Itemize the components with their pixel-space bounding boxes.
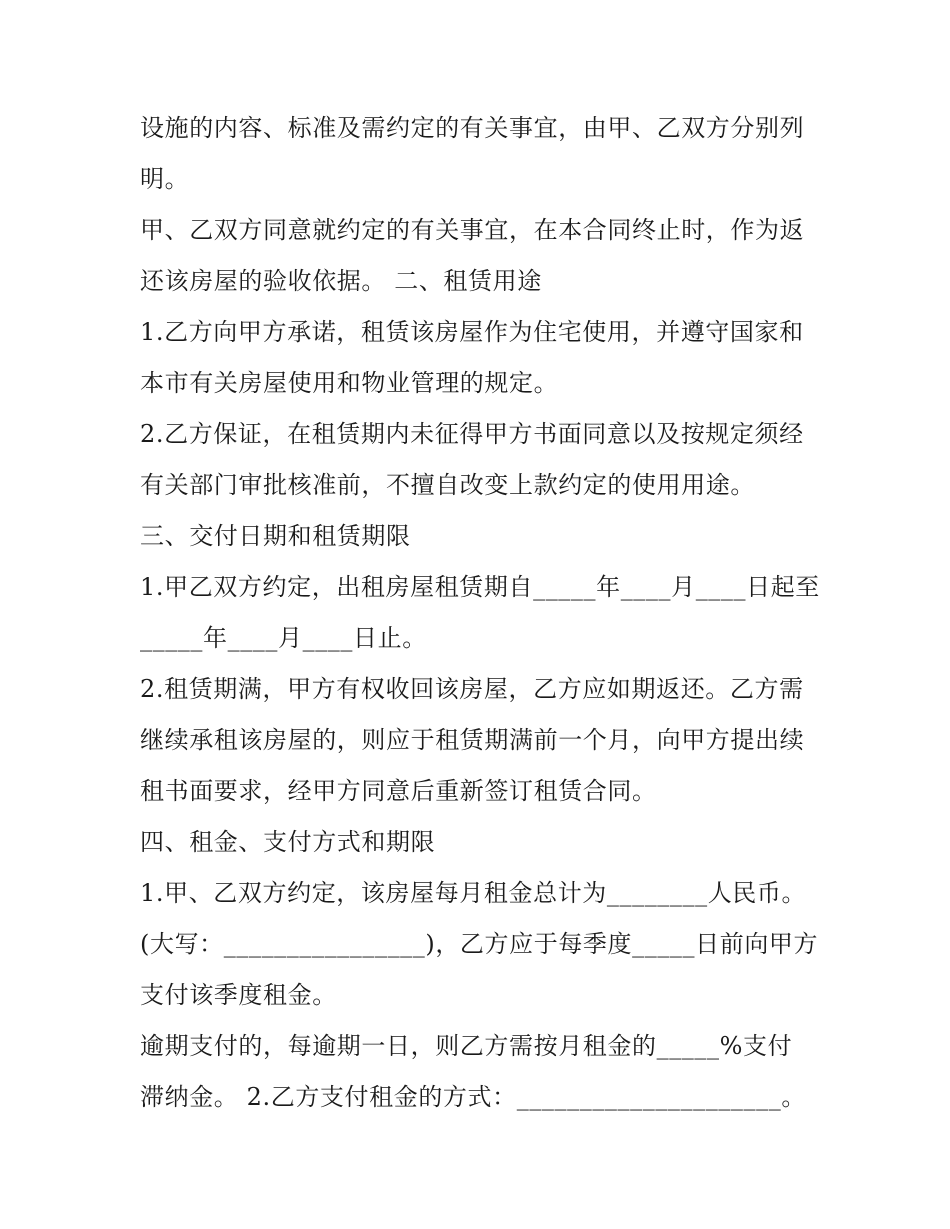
paragraph-line: 还该房屋的验收依据。 二、租赁用途 [140,267,542,295]
paragraph-line: _____年____月____日止。 [140,624,427,652]
paragraph-line: 1.乙方向甲方承诺，租赁该房屋作为住宅使用，并遵守国家和 [140,318,804,346]
paragraph-line: 本市有关房屋使用和物业管理的规定。 [140,369,559,397]
paragraph-line: 2.乙方保证，在租赁期内未征得甲方书面同意以及按规定须经 [140,420,804,448]
paragraph-line: 1.甲、乙双方约定，该房屋每月租金总计为________人民币。 [140,879,807,907]
paragraph-line: 明。 [140,165,190,193]
section-heading: 三、交付日期和租赁期限 [140,522,411,550]
paragraph-line: 支付该季度租金。 [140,981,337,1009]
paragraph-line: 租书面要求，经甲方同意后重新签订租赁合同。 [140,777,657,805]
paragraph-line: 1.甲乙双方约定，出租房屋租赁期自_____年____月____日起至 [140,573,820,601]
section-heading: 四、租金、支付方式和期限 [140,828,436,856]
paragraph-line: 设施的内容、标准及需约定的有关事宜，由甲、乙双方分别列 [140,114,805,142]
paragraph-line: 2.租赁期满，甲方有权收回该房屋，乙方应如期返还。乙方需 [140,675,804,703]
paragraph-line: 继续承租该房屋的，则应于租赁期满前一个月，向甲方提出续 [140,726,805,754]
paragraph-line: 逾期支付的，每逾期一日，则乙方需按月租金的_____%支付 [140,1032,793,1060]
paragraph-line: 甲、乙双方同意就约定的有关事宜，在本合同终止时，作为返 [140,216,805,244]
paragraph-line: 滞纳金。 2.乙方支付租金的方式：_____________________。 [140,1083,806,1111]
paragraph-line: 有关部门审批核准前，不擅自改变上款约定的使用用途。 [140,471,755,499]
paragraph-line: (大写：________________)，乙方应于每季度_____日前向甲方 [140,930,819,958]
